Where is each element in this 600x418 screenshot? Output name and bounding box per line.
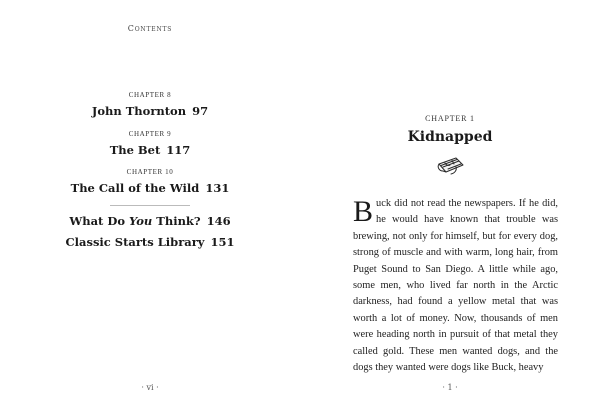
page-number-left: · vi · — [141, 383, 159, 392]
toc-title: Classic Starts Library — [65, 235, 205, 249]
rolled-newspaper-icon — [436, 155, 466, 177]
toc-divider — [110, 205, 190, 206]
chapter-label: CHAPTER 1 — [425, 114, 475, 123]
toc-entry-chapter-10 — [0, 168, 300, 195]
chapter-body-text: uck did not read the newspapers. If he did, he would have known that trouble was brewing, not only for himself, but for every dog, strong of muscle and with warm, long hair, from Puget Sound to San Diego. A little while ago, some men, who lived far north in the Arctic darkness, had found a yellow metal that was worth a lot of money. Now, thousands of men were heading north in pursuit of that metal they called gold. These men wanted dogs, and the dogs they wanted were dogs like Buck, heavy — [353, 198, 558, 374]
chapter-body-paragraph — [353, 196, 558, 376]
toc-title-after: Think? — [152, 214, 201, 228]
chapter-title: Kidnapped — [407, 129, 493, 145]
toc-chapter-label: CHAPTER 8 — [128, 91, 172, 99]
toc-title-line — [0, 181, 300, 195]
toc-entry-chapter-9 — [0, 130, 300, 157]
toc-title-italic: You — [129, 214, 153, 228]
toc-title-line — [0, 214, 300, 228]
toc-page-number: 97 — [192, 104, 209, 118]
toc-chapter-label: CHAPTER 10 — [126, 168, 174, 176]
running-head: Contents — [127, 24, 173, 33]
toc-page-number: 146 — [206, 214, 231, 228]
toc-title-before: What Do — [69, 214, 130, 228]
toc-chapter-label: CHAPTER 9 — [128, 130, 172, 138]
toc-title: John Thornton — [91, 104, 187, 118]
page-number-right: · 1 · — [442, 383, 458, 392]
toc-page-number: 151 — [210, 235, 235, 249]
toc-title-line — [0, 143, 300, 157]
toc-title: The Call of the Wild — [70, 181, 200, 195]
toc-title-line — [0, 235, 300, 249]
drop-cap: B — [353, 195, 374, 228]
toc-entry-what-do-you-think — [0, 209, 300, 228]
toc-entry-classic-starts-library — [0, 230, 300, 249]
toc-page-number: 117 — [166, 143, 191, 157]
toc-title-line — [0, 104, 300, 118]
toc-page-number: 131 — [205, 181, 230, 195]
toc-title: The Bet — [109, 143, 161, 157]
toc-entry-chapter-8 — [0, 91, 300, 118]
chapter-page — [300, 0, 600, 418]
